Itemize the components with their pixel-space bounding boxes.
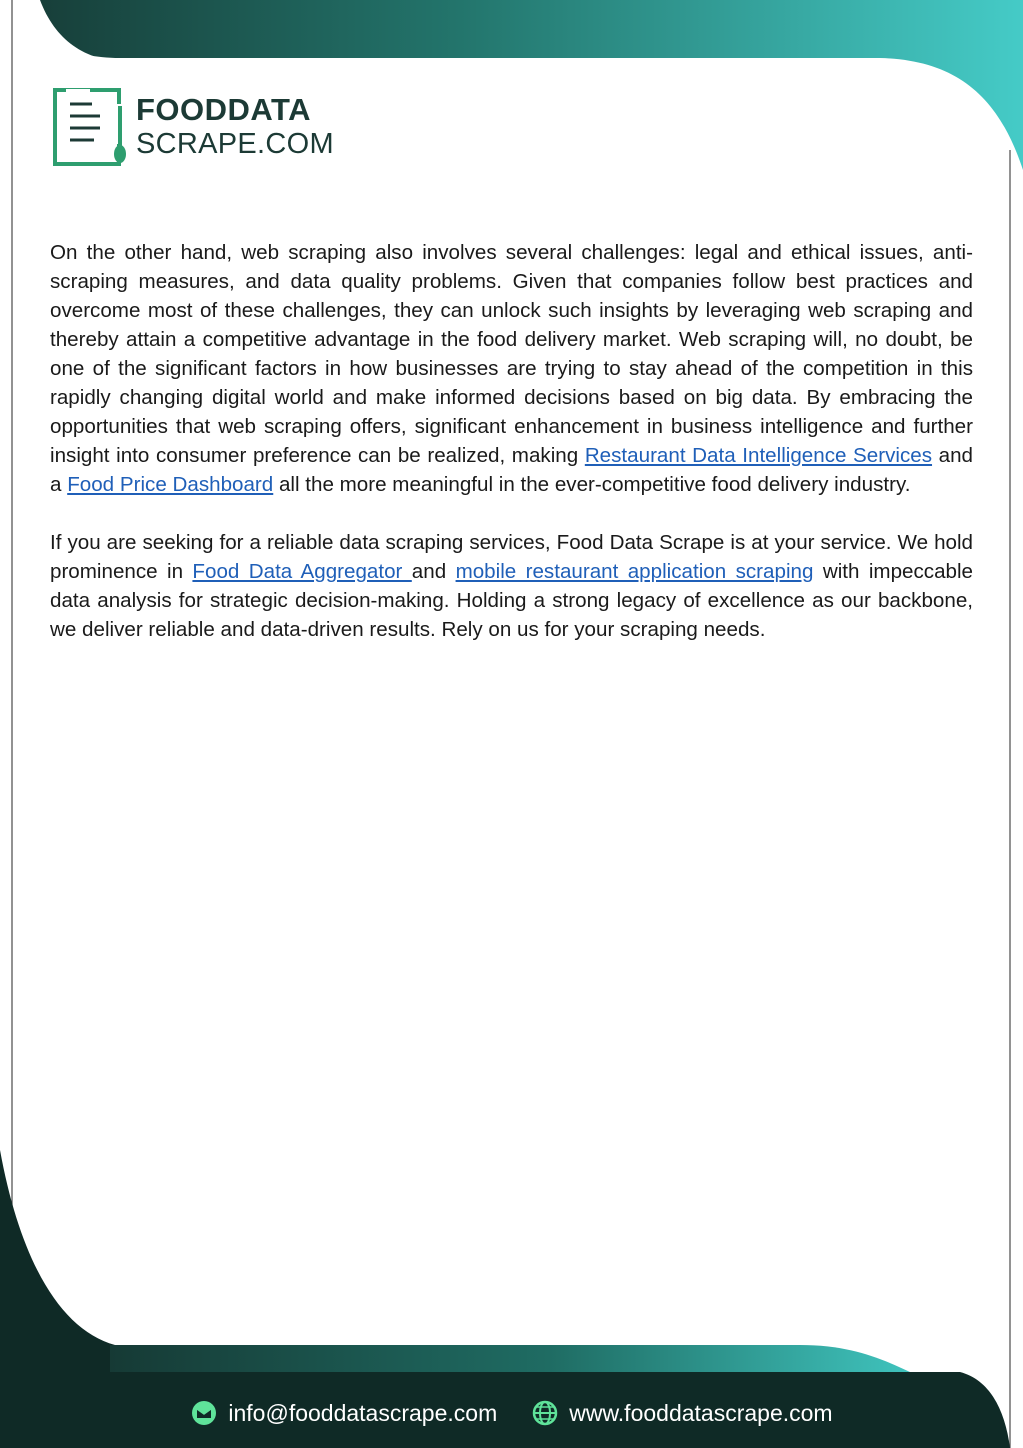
- globe-icon: [531, 1399, 559, 1427]
- footer-teal-band: [110, 1345, 910, 1372]
- header-inner-white: [13, 0, 1010, 1375]
- brand-logo: [52, 86, 342, 168]
- paragraph-1: On the other hand, web scraping also involves several challenges: legal and ethical issues, anti-scraping measures, and data quality problems. Given that companies follow best practices and overcome most of these challenges, they can unlock such insights by leveraging web scraping and thereby attain a competitive advantage in the food delivery market. Web scraping will, no doubt, be one of the significant factors in how businesses are trying to stay ahead of the competition in this rapidly changing digital world and make informed decisions based on big data. By embracing the opportunities that web scraping offers, significant enhancement in business intelligence and further insight into consumer preference can be realized, making Restaurant Data Intelligence Services and a Food Price Dashboard all the more meaningful in the ever-competitive food delivery industry.: [50, 241, 973, 496]
- link-food-price-dashboard[interactable]: Food Price Dashboard: [67, 473, 274, 496]
- paragraph-2: If you are seeking for a reliable data scraping services, Food Data Scrape is at your service. We hold prominence in Food Data Aggregator and mobile restaurant application scraping with impeccable data analysis for strategic decision-making. Holding a strong legacy of excellence as our backbone, we deliver reliable and data-driven results. Rely on us for your scraping needs.: [50, 531, 974, 641]
- logo-text-fooddata: FOODDATA: [136, 92, 312, 127]
- email-text: info@fooddatascrape.com: [228, 1399, 498, 1426]
- footer-contacts: [0, 1390, 1023, 1436]
- footer-website[interactable]: [531, 1399, 832, 1427]
- link-mobile-restaurant-app-scraping[interactable]: mobile restaurant application scraping: [455, 560, 814, 583]
- link-restaurant-data-intelligence[interactable]: Restaurant Data Intelligence Services: [584, 444, 933, 467]
- footer-email[interactable]: [190, 1399, 497, 1427]
- website-text: www.fooddatascrape.com: [569, 1399, 833, 1426]
- mail-icon: [190, 1399, 218, 1427]
- article-body: [50, 238, 973, 673]
- logo-text-scrape: SCRAPE.COM: [136, 128, 334, 160]
- link-food-data-aggregator[interactable]: Food Data Aggregator: [192, 560, 412, 583]
- menu-card-icon: [52, 86, 132, 168]
